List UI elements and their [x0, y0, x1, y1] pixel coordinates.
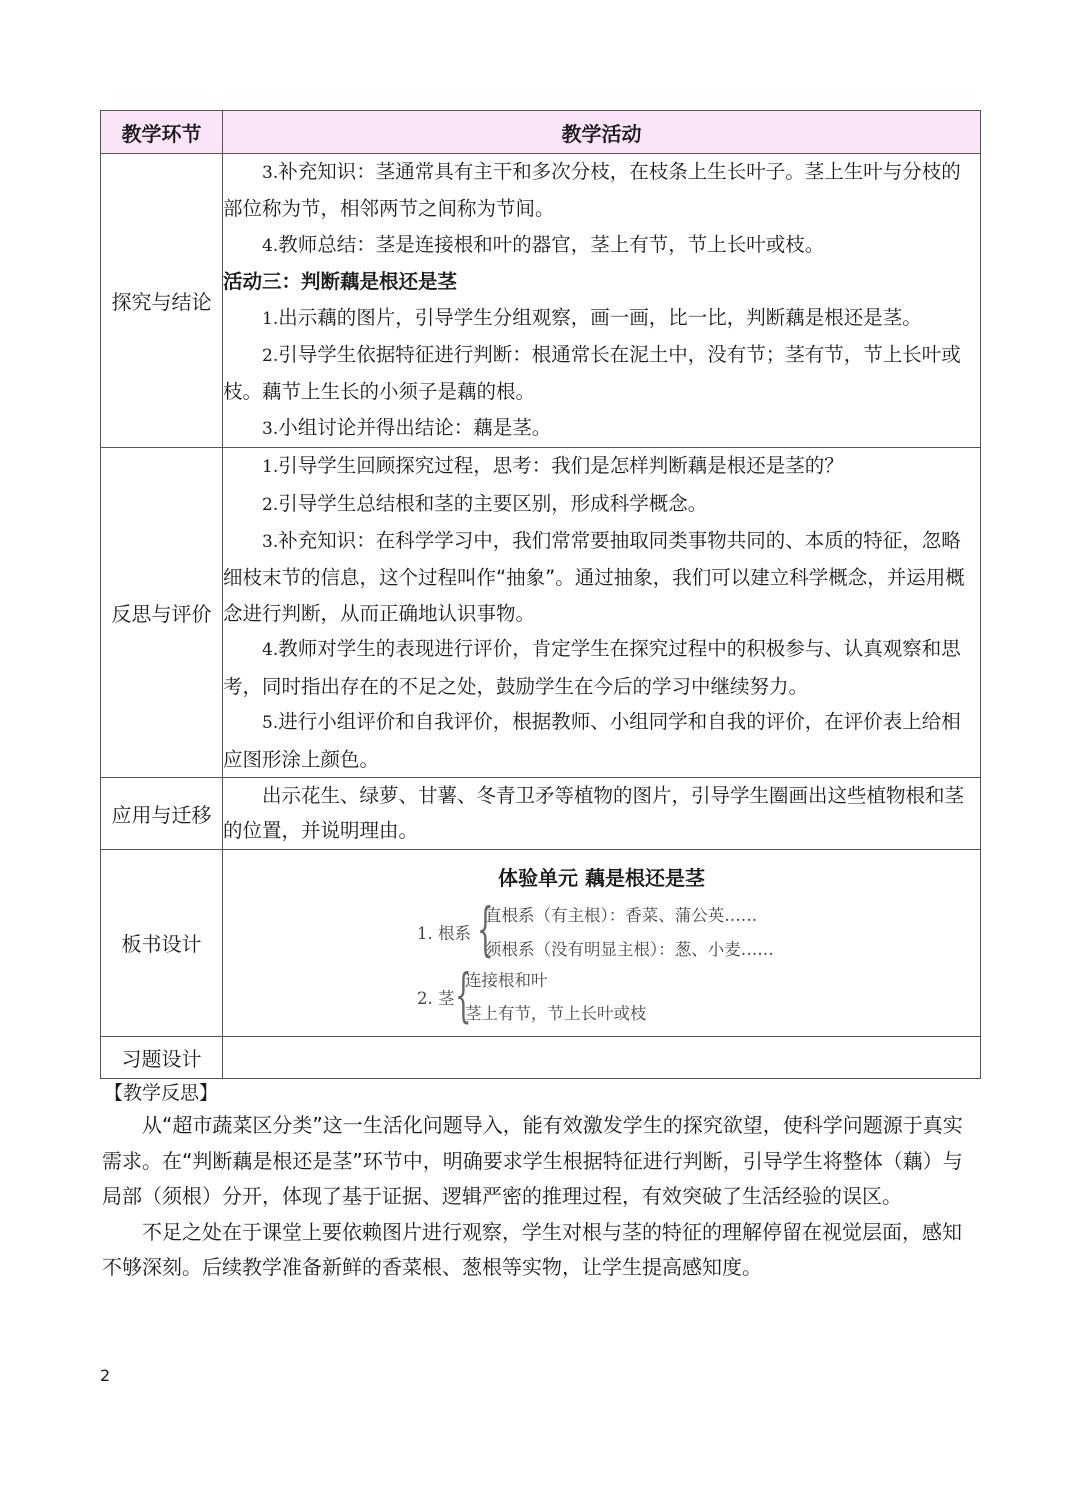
- page-number: 2: [100, 1366, 111, 1385]
- paragraph: 2.引导学生总结根和茎的主要区别，形成科学概念。: [262, 491, 708, 515]
- board-item1-label: 1. 根系: [417, 923, 471, 943]
- table-row-apply: [101, 777, 981, 849]
- paragraph: 不足之处在于课堂上要依赖图片进行观察，学生对根与茎的特征的理解停留在视觉层面，感知不够深刻。后续教学准备新鲜的香菜根、葱根等实物，让学生提高感知度。: [102, 1219, 962, 1280]
- table-row-board: [101, 849, 981, 1036]
- stage-reflect: 反思与评价: [101, 448, 223, 778]
- activity-apply: [223, 777, 981, 849]
- stage-explore: 探究与结论: [101, 154, 223, 448]
- paragraph: 4.教师总结：茎是连接根和叶的器官，茎上有节，节上长叶或枝。: [262, 232, 825, 256]
- board-title: 体验单元 藕是根还是茎: [498, 865, 705, 890]
- activity-board: [223, 849, 981, 1036]
- lesson-plan-table: [100, 110, 981, 1079]
- activity-reflect: [223, 448, 981, 778]
- board-design: [223, 850, 980, 1036]
- stage-apply: 应用与迁移: [101, 777, 223, 849]
- paragraph: 1.出示藕的图片，引导学生分组观察，画一画，比一比，判断藕是根还是茎。: [262, 305, 922, 329]
- paragraph: 5.进行小组评价和自我评价，根据教师、小组同学和自我的评价，在评价表上给相应图形涂上颜色。: [223, 710, 961, 771]
- reflection-title: 【教学反思】: [104, 1082, 219, 1104]
- activity-explore: [223, 154, 981, 448]
- brace-icon: {: [477, 894, 494, 963]
- reflection-body: [102, 1108, 974, 1286]
- paragraph: 从“超市蔬菜区分类”这一生活化问题导入，能有效激发学生的探究欲望，使科学问题源于真实需求。在“判断藕是根还是茎”环节中，明确要求学生根据特征进行判断，引导学生将整体（藕）与局部（须根）分开，体现了基于证据、逻辑严密的推理过程，有效突破了生活经验的误区。: [102, 1113, 963, 1209]
- stage-exercise: 习题设计: [101, 1036, 223, 1078]
- board-item2-label: 2. 茎: [417, 988, 455, 1008]
- stage-board: 板书设计: [101, 849, 223, 1036]
- header-activity: 教学活动: [223, 111, 981, 154]
- activity-heading: 活动三：判断藕是根还是茎: [223, 270, 458, 294]
- activity-exercise: [223, 1036, 981, 1078]
- board-item1-b: 须根系（没有明显主根）：葱、小麦……: [485, 939, 774, 959]
- board-item2-b: 茎上有节，节上长叶或枝: [465, 1003, 647, 1023]
- paragraph: 4.教师对学生的表现进行评价，肯定学生在探究过程中的积极参与、认真观察和思考，同时指出存在的不足之处，鼓励学生在今后的学习中继续努力。: [223, 637, 961, 698]
- paragraph: 2.引导学生依据特征进行判断：根通常长在泥土中，没有节；茎有节，节上长叶或枝。藕节上生长的小须子是藕的根。: [223, 343, 961, 404]
- board-item1-a: 直根系（有主根）：香菜、蒲公英……: [485, 905, 758, 925]
- header-stage: 教学环节: [101, 111, 223, 154]
- paragraph: 3.补充知识：在科学学习中，我们常常要抽取同类事物共同的、本质的特征，忽略细枝末节的信息，这个过程叫作“抽象”。通过抽象，我们可以建立科学概念，并运用概念进行判断，从而正确地认识事物。: [223, 529, 965, 625]
- brace-icon: {: [455, 960, 472, 1029]
- table-row-explore: [101, 154, 981, 448]
- paragraph: 3.补充知识：茎通常具有主干和多次分枝，在枝条上生长叶子。茎上生叶与分枝的部位称为节，相邻两节之间称为节间。: [223, 160, 961, 221]
- paragraph: 3.小组讨论并得出结论：藕是茎。: [262, 415, 552, 439]
- paragraph: 1.引导学生回顾探究过程，思考：我们是怎样判断藕是根还是茎的？: [262, 454, 844, 478]
- table-row-exercise: [101, 1036, 981, 1078]
- table-header-row: [101, 111, 981, 154]
- table-row-reflect: [101, 448, 981, 778]
- board-item2-a: 连接根和叶: [465, 970, 548, 990]
- paragraph: 出示花生、绿萝、甘薯、冬青卫矛等植物的图片，引导学生圈画出这些植物根和茎的位置，并说明理由。: [223, 783, 965, 843]
